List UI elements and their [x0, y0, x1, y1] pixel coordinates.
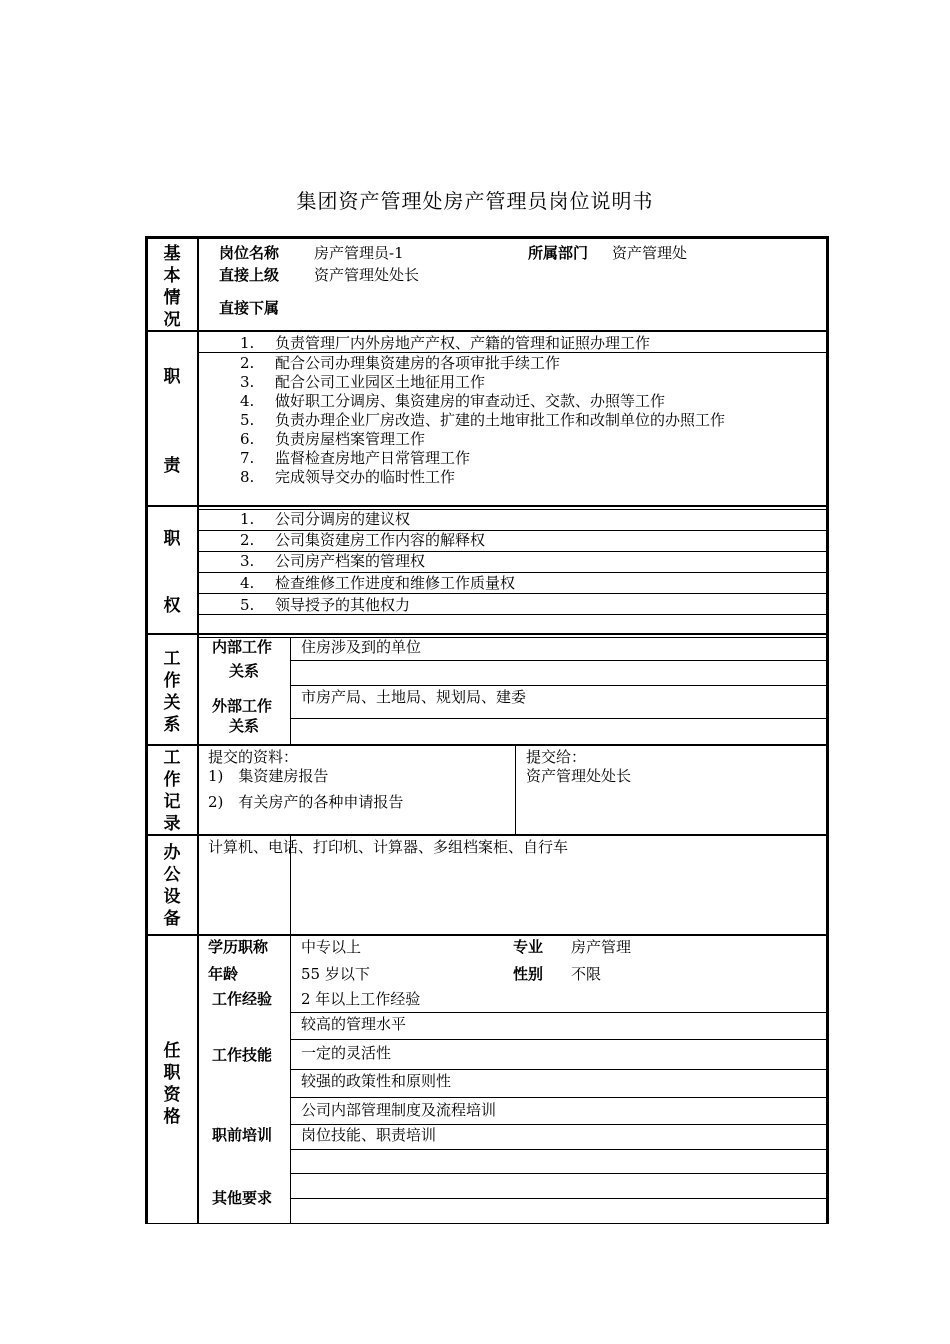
age-value: 55 岁以下	[301, 965, 370, 983]
education-value: 中专以上	[301, 938, 362, 956]
duty-text: 监督检查房地产日常管理工作	[275, 449, 471, 467]
skill-item: 一定的灵活性	[301, 1044, 392, 1062]
age-label: 年龄	[208, 965, 239, 983]
duty-text: 配合公司办理集资建房的各项审批手续工作	[275, 354, 561, 372]
duty-num: 8.	[240, 468, 255, 486]
authority-text: 公司房产档案的管理权	[275, 552, 426, 570]
duty-num: 1.	[240, 334, 255, 352]
skills-label: 工作技能	[212, 1046, 273, 1064]
duty-text: 负责办理企业厂房改造、扩建的土地审批工作和改制单位的办照工作	[275, 411, 726, 429]
superior-value: 资产管理处处长	[314, 266, 420, 284]
internal-relation-value: 住房涉及到的单位	[301, 638, 422, 656]
skill-item: 较高的管理水平	[301, 1015, 407, 1033]
duty-num: 3.	[240, 373, 255, 391]
duty-text: 配合公司工业园区土地征用工作	[275, 373, 486, 391]
education-label: 学历职称	[208, 938, 269, 956]
major-value: 房产管理	[571, 938, 632, 956]
skill-item: 较强的政策性和原则性	[301, 1072, 452, 1090]
major-label: 专业	[513, 938, 544, 956]
authority-text: 公司分调房的建议权	[275, 510, 411, 528]
training-item: 公司内部管理制度及流程培训	[301, 1101, 497, 1119]
external-relation-label-2: 关系	[229, 717, 260, 735]
page-title: 集团资产管理处房产管理员岗位说明书	[296, 189, 654, 213]
department-label: 所属部门	[528, 244, 589, 262]
duty-num: 7.	[240, 449, 255, 467]
authority-num: 5.	[240, 596, 255, 614]
duty-text: 负责管理厂内外房地产产权、产籍的管理和证照办理工作	[275, 334, 651, 352]
gender-value: 不限	[571, 965, 602, 983]
section-label-duties-1: 职	[163, 367, 181, 387]
position-label: 岗位名称	[219, 244, 280, 262]
duty-text: 做好职工分调房、集资建房的审查动迁、交款、办照等工作	[275, 392, 666, 410]
gender-label: 性别	[513, 965, 544, 983]
authority-text: 领导授予的其他权力	[275, 596, 411, 614]
internal-relation-label-2: 关系	[229, 662, 260, 680]
section-label-records: 工 作 记 录	[163, 748, 181, 834]
section-label-duties-2: 责	[163, 456, 181, 476]
section-label-relations: 工 作 关 系	[163, 649, 181, 735]
section-label-authority-2: 权	[163, 596, 181, 616]
subordinate-label: 直接下属	[219, 299, 280, 317]
section-label-qualifications: 任 职 资 格	[163, 1041, 181, 1127]
training-item: 岗位技能、职责培训	[301, 1126, 437, 1144]
section-label-authority-1: 职	[163, 529, 181, 549]
authority-num: 2.	[240, 531, 255, 549]
department-value: 资产管理处	[612, 244, 688, 262]
training-label: 职前培训	[212, 1126, 273, 1144]
submit-material-item: 1) 集资建房报告	[208, 767, 329, 785]
equipment-value: 计算机、电话、打印机、计算器、多组档案柜、自行车	[208, 838, 569, 856]
duty-text: 完成领导交办的临时性工作	[275, 468, 456, 486]
superior-label: 直接上级	[219, 266, 280, 284]
section-label-equipment: 办 公 设 备	[163, 843, 181, 929]
submit-to-label: 提交给：	[526, 748, 587, 766]
authority-text: 公司集资建房工作内容的解释权	[275, 531, 486, 549]
duty-num: 5.	[240, 411, 255, 429]
position-value: 房产管理员-1	[314, 244, 404, 262]
authority-num: 1.	[240, 510, 255, 528]
authority-text: 检查维修工作进度和维修工作质量权	[275, 574, 516, 592]
experience-label: 工作经验	[212, 990, 273, 1008]
external-relation-value: 市房产局、土地局、规划局、建委	[301, 688, 527, 706]
experience-value: 2 年以上工作经验	[301, 990, 421, 1008]
authority-num: 3.	[240, 552, 255, 570]
external-relation-label-1: 外部工作	[212, 697, 273, 715]
duty-text: 负责房屋档案管理工作	[275, 430, 426, 448]
section-label-basic: 基 本 情 况	[163, 244, 181, 330]
internal-relation-label-1: 内部工作	[212, 638, 273, 656]
submit-to-value: 资产管理处处长	[526, 767, 632, 785]
duty-num: 4.	[240, 392, 255, 410]
authority-num: 4.	[240, 574, 255, 592]
submit-materials-label: 提交的资料：	[208, 748, 299, 766]
submit-material-item: 2) 有关房产的各种申请报告	[208, 793, 404, 811]
other-requirements-label: 其他要求	[212, 1189, 273, 1207]
duty-num: 2.	[240, 354, 255, 372]
duty-num: 6.	[240, 430, 255, 448]
